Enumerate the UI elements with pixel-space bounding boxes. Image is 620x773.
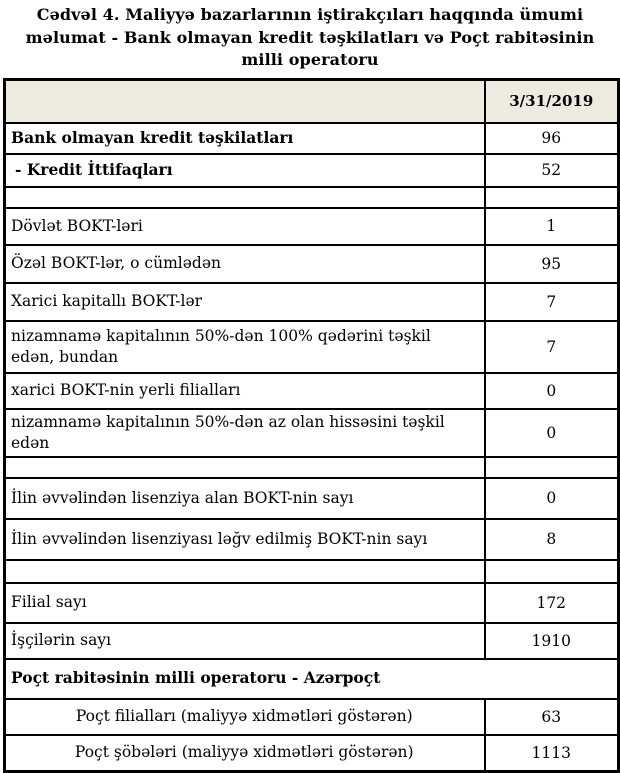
table-row (5, 208, 619, 245)
table-row (5, 623, 619, 659)
row-value: 172 (485, 583, 619, 623)
table-row-empty (5, 560, 619, 583)
table-row (5, 583, 619, 623)
row-value: 8 (485, 519, 619, 560)
row-value (485, 560, 619, 583)
table-title: Cədvəl 4. Maliyyə bazarlarının iştirakçıları haqqında ümumi məlumat - Bank olmayan kredit təşkilatları və Poçt rabitəsinin milli operatoru (25, 5, 595, 70)
row-label: Filial sayı (5, 583, 485, 623)
header-date-cell: 3/31/2019 (485, 80, 619, 123)
row-value (485, 457, 619, 478)
table-row (5, 373, 619, 409)
row-label: nizamnamə kapitalının 50%-dən 100% qədərini təşkil edən, bundan (5, 321, 485, 373)
data-table (3, 78, 620, 773)
table-row (5, 519, 619, 560)
row-label: xarici BOKT-nin yerli filialları (5, 373, 485, 409)
table-row (5, 245, 619, 283)
table-row (5, 409, 619, 457)
row-value: 1113 (485, 735, 619, 772)
table-row (5, 699, 619, 735)
row-label: Xarici kapitallı BOKT-lər (5, 283, 485, 321)
row-label (5, 560, 485, 583)
table-row (5, 283, 619, 321)
row-label: Poçt filialları (maliyyə xidmətləri göstərən) (5, 699, 485, 735)
row-label: İşçilərin sayı (5, 623, 485, 659)
row-value: 0 (485, 478, 619, 519)
row-label: İlin əvvəlindən lisenziyası ləğv edilmiş BOKT-nin sayı (5, 519, 485, 560)
header-label-cell (5, 80, 485, 123)
row-value: 52 (485, 154, 619, 187)
row-value: 7 (485, 321, 619, 373)
row-value: 7 (485, 283, 619, 321)
row-label: Bank olmayan kredit təşkilatları (5, 123, 485, 154)
row-value: 0 (485, 409, 619, 457)
table-row-empty (5, 187, 619, 208)
row-value (485, 187, 619, 208)
row-label: İlin əvvəlindən lisenziya alan BOKT-nin sayı (5, 478, 485, 519)
row-label: Dövlət BOKT-ləri (5, 208, 485, 245)
table-section-row (5, 659, 619, 699)
table-row (5, 123, 619, 154)
section-label: Poçt rabitəsinin milli operatoru - Azərpoçt (5, 659, 619, 699)
row-label (5, 457, 485, 478)
row-label: nizamnamə kapitalının 50%-dən az olan hissəsini təşkil edən (5, 409, 485, 457)
row-value: 95 (485, 245, 619, 283)
row-label: - Kredit İttifaqları (5, 154, 485, 187)
row-value: 1 (485, 208, 619, 245)
table-header-row (5, 80, 619, 123)
row-value: 63 (485, 699, 619, 735)
table-row (5, 478, 619, 519)
row-value: 1910 (485, 623, 619, 659)
row-label: Özəl BOKT-lər, o cümlədən (5, 245, 485, 283)
row-label (5, 187, 485, 208)
table-row (5, 321, 619, 373)
table-row-empty (5, 457, 619, 478)
table-row (5, 154, 619, 187)
row-value: 0 (485, 373, 619, 409)
row-value: 96 (485, 123, 619, 154)
table-row (5, 735, 619, 772)
row-label: Poçt şöbələri (maliyyə xidmətləri göstərən) (5, 735, 485, 772)
